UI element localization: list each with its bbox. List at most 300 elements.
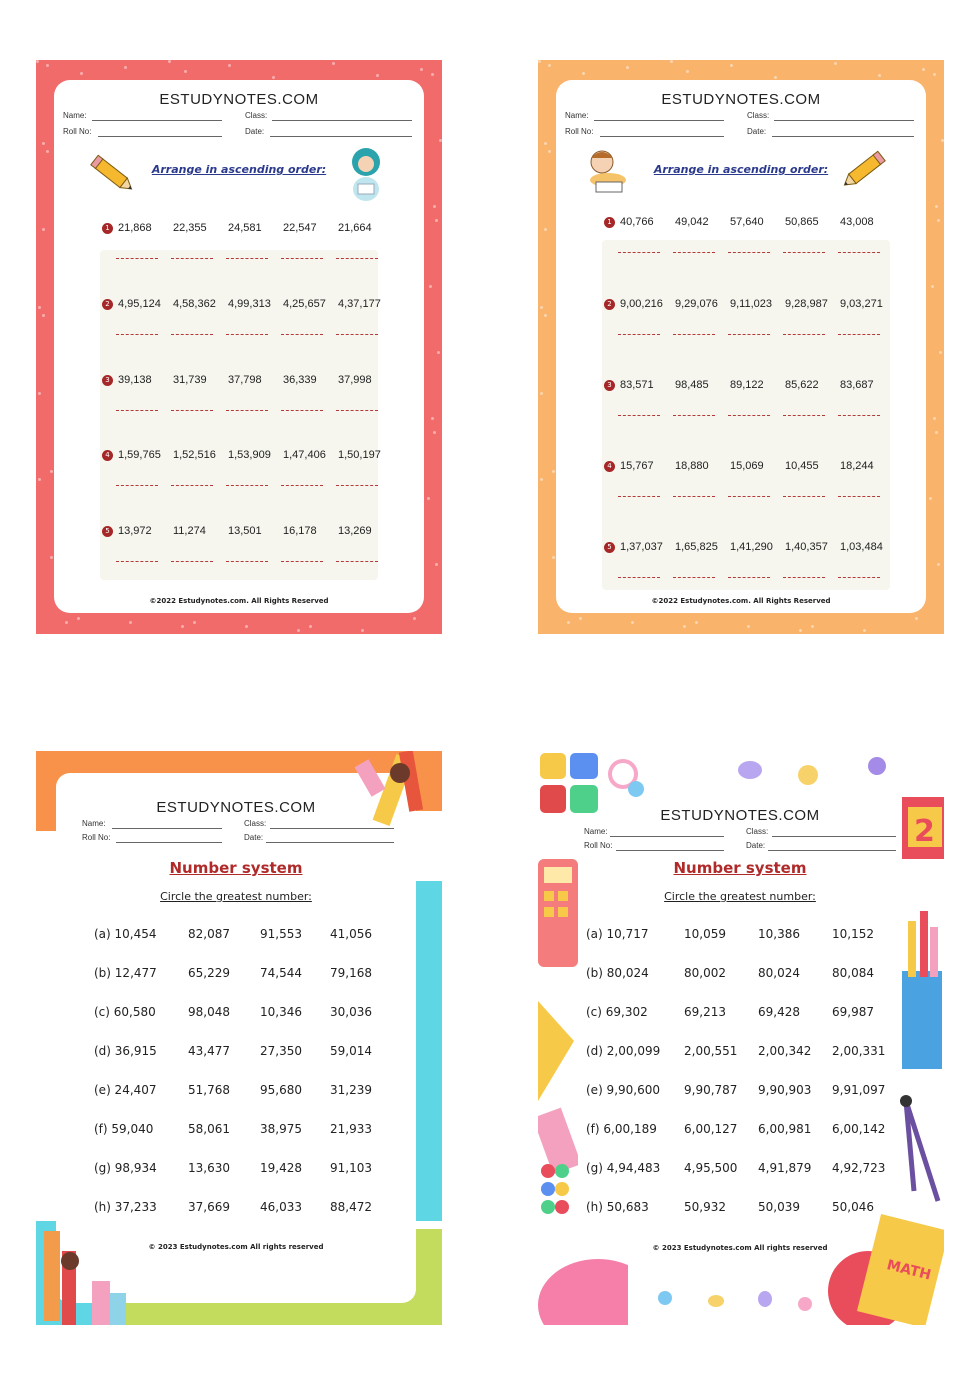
answer-blank — [838, 577, 880, 578]
option-number: 2,00,331 — [832, 1044, 886, 1058]
number-value: 16,178 — [283, 525, 317, 537]
answer-blank — [728, 334, 770, 335]
right-band — [414, 881, 442, 1221]
frame-speck — [544, 314, 547, 317]
number-value: 36,339 — [283, 374, 317, 386]
brand-title: ESTUDYNOTES.COM — [156, 799, 316, 816]
frame-speck — [939, 351, 942, 354]
question-label: (a) 10,717 — [586, 927, 649, 941]
worksheet-number-system-1 — [36, 751, 442, 1325]
question-label: (d) 36,915 — [94, 1044, 157, 1058]
answer-blank — [783, 415, 825, 416]
number-value: 40,766 — [620, 216, 654, 228]
instruction-subtitle: Circle the greatest number: — [160, 890, 312, 903]
number-value: 89,122 — [730, 379, 764, 391]
option-number: 65,229 — [188, 966, 230, 980]
answer-blank — [226, 258, 268, 259]
book-label: MATH — [885, 1257, 933, 1284]
number-value: 1,50,197 — [338, 449, 381, 461]
number-value: 9,03,271 — [840, 298, 883, 310]
left-band — [36, 751, 56, 831]
number-value: 9,28,987 — [785, 298, 828, 310]
option-number: 2,00,551 — [684, 1044, 738, 1058]
answer-blank — [171, 334, 213, 335]
frame-speck — [774, 76, 777, 79]
frame-speck — [129, 621, 132, 624]
answer-blank — [618, 496, 660, 497]
option-number: 13,630 — [188, 1161, 230, 1175]
doodle-shape — [758, 1291, 772, 1307]
number-value: 1,03,484 — [840, 541, 883, 553]
date-label: Date: — [245, 127, 265, 136]
option-number: 80,002 — [684, 966, 726, 980]
frame-speck — [922, 68, 925, 71]
answer-blank — [728, 252, 770, 253]
name-label: Name: — [565, 111, 589, 120]
pencil-cup-icon — [900, 901, 944, 1071]
answer-blank — [116, 410, 158, 411]
date-label: Date: — [747, 127, 767, 136]
number-value: 24,581 — [228, 222, 262, 234]
number-value: 98,485 — [675, 379, 709, 391]
answer-blank — [336, 334, 378, 335]
frame-speck — [695, 621, 698, 624]
answer-blank — [171, 561, 213, 562]
answer-blank — [336, 410, 378, 411]
brand-title: ESTUDYNOTES.COM — [660, 807, 820, 824]
answer-blank — [336, 561, 378, 562]
number-value: 21,868 — [118, 222, 152, 234]
answer-blank — [226, 334, 268, 335]
date-line — [270, 136, 412, 137]
frame-speck — [228, 64, 231, 67]
option-number: 37,669 — [188, 1200, 230, 1214]
answer-blank — [838, 496, 880, 497]
frame-speck — [38, 478, 41, 481]
roll-label: Roll No: — [82, 833, 111, 842]
number-value: 1,59,765 — [118, 449, 161, 461]
name-label: Name: — [63, 111, 87, 120]
frame-speck — [631, 621, 634, 624]
option-number: 10,386 — [758, 927, 800, 941]
frame-speck — [184, 70, 187, 73]
question-label: (a) 10,454 — [94, 927, 157, 941]
option-number: 10,346 — [260, 1005, 302, 1019]
class-label: Class: — [244, 819, 267, 828]
frame-speck — [429, 285, 432, 288]
roll-line — [600, 136, 724, 137]
worksheet-card — [556, 80, 926, 613]
class-line — [774, 120, 914, 121]
name-line — [594, 120, 724, 121]
question-number: 2 — [102, 299, 113, 310]
number-value: 1,41,290 — [730, 541, 773, 553]
answer-blank — [838, 415, 880, 416]
roll-label: Roll No: — [565, 127, 594, 136]
frame-speck — [933, 417, 936, 420]
option-number: 21,933 — [330, 1122, 372, 1136]
option-number: 91,103 — [330, 1161, 372, 1175]
question-label: (b) 80,024 — [586, 966, 649, 980]
frame-speck — [50, 556, 53, 559]
frame-speck — [433, 431, 436, 434]
frame-speck — [65, 621, 68, 624]
answer-blank — [171, 485, 213, 486]
frame-speck — [540, 478, 543, 481]
class-label: Class: — [245, 111, 268, 120]
question-label: (e) 9,90,600 — [586, 1083, 660, 1097]
frame-speck — [915, 617, 918, 620]
frame-speck — [168, 60, 171, 63]
answer-blank — [171, 410, 213, 411]
number-value: 1,65,825 — [675, 541, 718, 553]
option-number: 10,152 — [832, 927, 874, 941]
option-number: 88,472 — [330, 1200, 372, 1214]
option-number: 80,084 — [832, 966, 874, 980]
frame-speck — [193, 621, 196, 624]
frame-speck — [931, 285, 934, 288]
answer-blank — [838, 252, 880, 253]
option-number: 50,039 — [758, 1200, 800, 1214]
number-value: 15,069 — [730, 460, 764, 472]
worksheet-body — [582, 795, 898, 1275]
option-number: 4,92,723 — [832, 1161, 886, 1175]
number-value: 13,501 — [228, 525, 262, 537]
worksheet-card — [56, 773, 416, 1303]
answer-blank — [226, 561, 268, 562]
frame-speck — [579, 617, 582, 620]
option-number: 31,239 — [330, 1083, 372, 1097]
number-value: 1,37,037 — [620, 541, 663, 553]
school-supplies-icon — [354, 751, 442, 843]
girl-reading-icon — [344, 144, 388, 204]
option-number: 69,428 — [758, 1005, 800, 1019]
doodle-shape — [708, 1295, 724, 1307]
answer-blank — [673, 334, 715, 335]
question-label: (c) 69,302 — [586, 1005, 648, 1019]
option-number: 6,00,981 — [758, 1122, 812, 1136]
number-cube-icon — [898, 787, 944, 867]
frame-speck — [878, 74, 881, 77]
brand-title: ESTUDYNOTES.COM — [661, 91, 821, 108]
class-line — [772, 836, 896, 837]
roll-label: Roll No: — [584, 841, 613, 850]
number-value: 10,455 — [785, 460, 819, 472]
option-number: 50,932 — [684, 1200, 726, 1214]
answer-blank — [116, 258, 158, 259]
frame-speck — [937, 563, 940, 566]
frame-speck — [433, 205, 436, 208]
question-label: (h) 37,233 — [94, 1200, 157, 1214]
frame-speck — [42, 228, 45, 231]
answer-blank — [673, 415, 715, 416]
name-label: Name: — [82, 819, 106, 828]
question-number: 4 — [604, 461, 615, 472]
number-value: 1,40,357 — [785, 541, 828, 553]
number-value: 18,244 — [840, 460, 874, 472]
frame-speck — [935, 205, 938, 208]
frame-speck — [435, 563, 438, 566]
frame-speck — [376, 74, 379, 77]
frame-speck — [811, 625, 814, 628]
answer-blank — [226, 485, 268, 486]
number-value: 37,798 — [228, 374, 262, 386]
answer-blank — [226, 410, 268, 411]
footer-copyright: © 2023 Estudynotes.com All rights reserved — [652, 1244, 828, 1252]
answer-blank — [281, 561, 323, 562]
question-label: (e) 24,407 — [94, 1083, 157, 1097]
number-value: 9,00,216 — [620, 298, 663, 310]
frame-speck — [46, 64, 49, 67]
brand-title: ESTUDYNOTES.COM — [159, 91, 319, 108]
worksheet-card — [54, 80, 424, 613]
frame-speck — [50, 470, 53, 473]
answer-blank — [673, 496, 715, 497]
frame-speck — [935, 431, 938, 434]
number-value: 4,99,313 — [228, 298, 271, 310]
worksheet-number-system-2 — [538, 751, 944, 1325]
answer-blank — [618, 415, 660, 416]
option-number: 10,059 — [684, 927, 726, 941]
option-number: 95,680 — [260, 1083, 302, 1097]
number-value: 1,53,909 — [228, 449, 271, 461]
frame-speck — [38, 392, 41, 395]
frame-speck — [77, 617, 80, 620]
frame-speck — [361, 629, 364, 632]
instruction-subtitle: Circle the greatest number: — [664, 890, 816, 903]
number-value: 83,687 — [840, 379, 874, 391]
frame-speck — [437, 351, 440, 354]
roll-line — [98, 136, 222, 137]
frame-speck — [540, 306, 543, 309]
answer-blank — [618, 577, 660, 578]
answer-blank — [728, 496, 770, 497]
frame-speck — [297, 629, 300, 632]
frame-speck — [799, 629, 802, 632]
number-value: 39,138 — [118, 374, 152, 386]
date-line — [768, 850, 896, 851]
answer-blank — [673, 577, 715, 578]
option-number: 98,048 — [188, 1005, 230, 1019]
number-value: 1,52,516 — [173, 449, 216, 461]
option-number: 9,90,903 — [758, 1083, 812, 1097]
name-line — [112, 828, 222, 829]
answer-blank — [281, 258, 323, 259]
question-label: (g) 4,94,483 — [586, 1161, 661, 1175]
frame-speck — [941, 139, 944, 142]
answer-blank — [783, 577, 825, 578]
frame-speck — [548, 150, 551, 153]
roll-line — [616, 850, 724, 851]
footer-copyright: © 2023 Estudynotes.com All rights reserved — [148, 1243, 324, 1251]
name-line — [92, 120, 222, 121]
worksheet-ascending-2 — [538, 60, 944, 634]
frame-speck — [686, 70, 689, 73]
option-number: 46,033 — [260, 1200, 302, 1214]
frame-speck — [929, 497, 932, 500]
worksheet-ascending-1 — [36, 60, 442, 634]
answer-blank — [783, 252, 825, 253]
number-value: 11,274 — [173, 525, 206, 537]
frame-speck — [124, 66, 127, 69]
question-label: (f) 6,00,189 — [586, 1122, 657, 1136]
frame-speck — [683, 625, 686, 628]
option-number: 9,91,097 — [832, 1083, 886, 1097]
number-value: 85,622 — [785, 379, 819, 391]
question-number: 1 — [604, 217, 615, 228]
answer-blank — [336, 485, 378, 486]
option-number: 4,91,879 — [758, 1161, 812, 1175]
date-label: Date: — [746, 841, 766, 850]
instruction-title: Arrange in ascending order: — [653, 163, 829, 176]
answer-blank — [783, 496, 825, 497]
frame-speck — [413, 617, 416, 620]
doodle-shape — [798, 1297, 812, 1311]
frame-speck — [933, 73, 936, 76]
doodle-shape — [868, 757, 886, 775]
question-number: 3 — [102, 375, 113, 386]
option-number: 74,544 — [260, 966, 302, 980]
frame-speck — [544, 142, 547, 145]
frame-speck — [309, 625, 312, 628]
answer-blank — [838, 334, 880, 335]
option-number: 43,477 — [188, 1044, 230, 1058]
number-value: 50,865 — [785, 216, 819, 228]
option-number: 69,213 — [684, 1005, 726, 1019]
frame-speck — [937, 219, 940, 222]
footer-copyright: ©2022 Estudynotes.com. All Rights Reserved — [149, 597, 329, 605]
frame-speck — [42, 142, 45, 145]
question-label: (f) 59,040 — [94, 1122, 154, 1136]
frame-speck — [439, 139, 442, 142]
option-number: 19,428 — [260, 1161, 302, 1175]
answer-blank — [116, 561, 158, 562]
frame-speck — [80, 72, 83, 75]
worksheet-title: Number system — [169, 859, 303, 877]
number-value: 57,640 — [730, 216, 764, 228]
option-number: 79,168 — [330, 966, 372, 980]
number-value: 13,972 — [118, 525, 152, 537]
option-number: 82,087 — [188, 927, 230, 941]
option-number: 38,975 — [260, 1122, 302, 1136]
cube-label: 2 — [914, 814, 935, 849]
frame-speck — [272, 76, 275, 79]
answer-blank — [171, 258, 213, 259]
number-value: 4,95,124 — [118, 298, 161, 310]
answer-blank — [281, 485, 323, 486]
answer-blank — [673, 252, 715, 253]
frame-speck — [626, 66, 629, 69]
option-number: 80,024 — [758, 966, 800, 980]
question-number: 3 — [604, 380, 615, 391]
frame-speck — [245, 625, 248, 628]
frame-speck — [730, 64, 733, 67]
frame-speck — [42, 314, 45, 317]
option-number: 9,90,787 — [684, 1083, 738, 1097]
option-number: 59,014 — [330, 1044, 372, 1058]
answer-blank — [783, 334, 825, 335]
answer-blank — [281, 334, 323, 335]
worksheet-title: Number system — [673, 859, 807, 877]
answer-blank — [116, 485, 158, 486]
doodle-shape — [798, 765, 818, 785]
frame-speck — [427, 497, 430, 500]
answer-blank — [336, 258, 378, 259]
answer-blank — [618, 334, 660, 335]
number-value: 83,571 — [620, 379, 654, 391]
frame-speck — [863, 629, 866, 632]
number-value: 13,269 — [338, 525, 372, 537]
question-label: (d) 2,00,099 — [586, 1044, 661, 1058]
number-value: 49,042 — [675, 216, 709, 228]
number-value: 22,355 — [173, 222, 207, 234]
frame-speck — [540, 392, 543, 395]
compass-icon — [898, 1091, 944, 1211]
pencil-icon — [838, 146, 890, 196]
question-number: 4 — [102, 450, 113, 461]
number-value: 18,880 — [675, 460, 709, 472]
frame-speck — [552, 556, 555, 559]
frame-speck — [538, 60, 541, 63]
number-value: 37,998 — [338, 374, 372, 386]
footer-copyright: ©2022 Estudynotes.com. All Rights Reserved — [651, 597, 831, 605]
option-number: 41,056 — [330, 927, 372, 941]
question-number: 5 — [102, 526, 113, 537]
number-value: 9,11,023 — [730, 298, 773, 310]
option-number: 27,350 — [260, 1044, 302, 1058]
answer-blank — [281, 410, 323, 411]
question-label: (h) 50,683 — [586, 1200, 649, 1214]
frame-speck — [332, 62, 335, 65]
answer-blank — [116, 334, 158, 335]
frame-speck — [548, 64, 551, 67]
question-label: (b) 12,477 — [94, 966, 157, 980]
name-line — [610, 836, 724, 837]
option-number: 6,00,142 — [832, 1122, 886, 1136]
option-number: 6,00,127 — [684, 1122, 738, 1136]
number-value: 22,547 — [283, 222, 317, 234]
frame-speck — [38, 306, 41, 309]
class-label: Class: — [747, 111, 770, 120]
number-value: 9,29,076 — [675, 298, 718, 310]
question-number: 1 — [102, 223, 113, 234]
number-value: 4,25,657 — [283, 298, 326, 310]
roll-label: Roll No: — [63, 127, 92, 136]
question-number: 5 — [604, 542, 615, 553]
calculator-icon — [538, 859, 582, 969]
answer-blank — [728, 415, 770, 416]
answer-blank — [618, 252, 660, 253]
frame-speck — [582, 72, 585, 75]
option-number: 69,987 — [832, 1005, 874, 1019]
number-value: 4,37,177 — [338, 298, 381, 310]
ruler-protractor-icon — [538, 1001, 578, 1181]
number-value: 21,664 — [338, 222, 372, 234]
frame-speck — [670, 60, 673, 63]
class-line — [272, 120, 412, 121]
question-label: (c) 60,580 — [94, 1005, 156, 1019]
frame-speck — [544, 228, 547, 231]
option-number: 91,553 — [260, 927, 302, 941]
frame-speck — [431, 73, 434, 76]
class-label: Class: — [746, 827, 769, 836]
frame-speck — [435, 219, 438, 222]
roll-line — [116, 842, 222, 843]
instruction-title: Arrange in ascending order: — [151, 163, 327, 176]
question-number: 2 — [604, 299, 615, 310]
option-number: 30,036 — [330, 1005, 372, 1019]
doodle-shape — [738, 761, 762, 779]
